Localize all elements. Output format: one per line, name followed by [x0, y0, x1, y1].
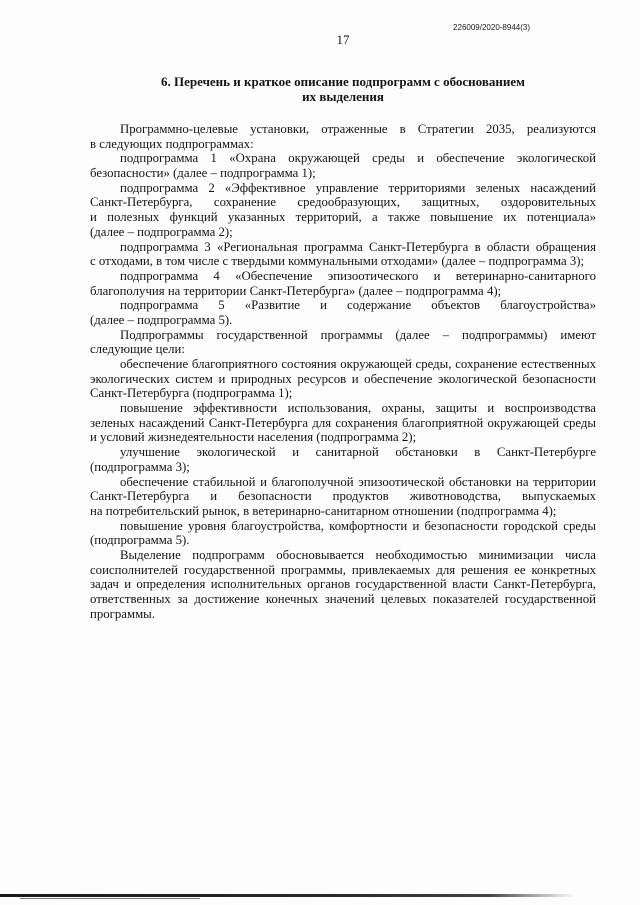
text-line: зеленых насаждений Санкт-Петербурга для сохранения благоприятной окружающей среды	[90, 415, 596, 430]
text-line: и полезных функций указанных территорий, а также повышение их потенциала»	[90, 210, 596, 225]
body-text	[90, 122, 596, 621]
section-heading	[90, 74, 596, 104]
page-number: 17	[336, 32, 350, 47]
paragraph	[90, 475, 596, 519]
paragraph	[90, 269, 596, 298]
text-line: подпрограмма 2 «Эффективное управление территориями зеленых насаждений	[120, 180, 596, 195]
text-line: безопасности» (далее – подпрограмма 1);	[90, 166, 316, 181]
text-line: подпрограмма 3 «Региональная программа Санкт-Петербурга в области обращения	[120, 239, 596, 254]
text-line: Санкт-Петербурга (подпрограмма 1);	[90, 386, 293, 401]
text-line: на потребительский рынок, в ветеринарно-санитарном отношении (подпрограмма 4);	[90, 503, 557, 518]
text-line: и условий жизнедеятельности населения (подпрограмма 2);	[90, 430, 417, 445]
text-line: Подпрограммы государственной программы (далее – подпрограммы) имеют	[120, 327, 596, 342]
text-line: подпрограмма 4 «Обеспечение эпизоотического и ветеринарно-санитарного	[120, 268, 596, 283]
text-line: экологических систем и природных ресурсов и обеспечение экологической безопасности	[90, 371, 596, 386]
text-line: в следующих подпрограммах:	[90, 136, 254, 151]
text-line: (далее – подпрограмма 5).	[90, 312, 233, 327]
paragraph	[90, 151, 596, 180]
text-line: обеспечение стабильной и благополучной эпизоотической обстановки на территории	[120, 474, 596, 489]
text-line: ответственных за достижение конечных значений целевых показателей государственной	[90, 592, 596, 606]
section-heading-line: их выделения	[302, 89, 384, 104]
scan-edge-line	[0, 894, 575, 897]
paragraph	[90, 548, 596, 621]
text-line: Санкт-Петербурга, сохранение средообразующих, защитных, оздоровительных	[90, 195, 596, 210]
paragraph	[90, 519, 596, 548]
text-line: задач и определения исполнительных органов государственной власти Санкт-Петербурга,	[90, 577, 596, 592]
section-heading-line: 6. Перечень и краткое описание подпрограмм с обоснованием	[161, 74, 525, 89]
paragraph	[90, 445, 596, 474]
text-line: Программно-целевые установки, отраженные в Стратегии 2035, реализуются	[120, 122, 596, 136]
document-registration-code: 226009/2020-8944(3)	[453, 23, 530, 32]
text-line: Выделение подпрограмм обосновывается необходимостью минимизации числа	[120, 547, 596, 562]
paragraph	[90, 240, 596, 269]
paragraph	[90, 328, 596, 357]
text-line: с отходами, в том числе с твердыми коммунальными отходами» (далее – подпрограмма 3);	[90, 254, 585, 269]
text-line: повышение эффективности использования, охраны, защиты и воспроизводства	[120, 401, 596, 416]
text-line: повышение уровня благоустройства, комфортности и безопасности городской среды	[120, 518, 596, 533]
paragraph	[90, 357, 596, 401]
paragraph	[90, 181, 596, 240]
text-line: соисполнителей государственной программы, привлекаемых для решения ее конкретных	[90, 562, 596, 577]
paragraph	[90, 298, 596, 327]
text-line: благополучия на территории Санкт-Петербурга» (далее – подпрограмма 4);	[90, 283, 502, 298]
scan-edge-line	[20, 898, 200, 899]
text-line: (далее – подпрограмма 2);	[90, 224, 233, 239]
paragraph	[90, 401, 596, 445]
text-line: улучшение экологической и санитарной обстановки в Санкт-Петербурге	[120, 445, 596, 460]
paragraph	[90, 122, 596, 151]
text-line: (подпрограмма 3);	[90, 459, 190, 474]
text-line: Санкт-Петербурга и безопасности продуктов животноводства, выпускаемых	[90, 489, 596, 504]
text-line: подпрограмма 5 «Развитие и содержание объектов благоустройства»	[120, 298, 596, 313]
text-line: программы.	[90, 606, 155, 621]
text-line: обеспечение благоприятного состояния окружающей среды, сохранение естественных	[120, 357, 596, 371]
text-line: (подпрограмма 5).	[90, 533, 190, 548]
text-line: подпрограмма 1 «Охрана окружающей среды и обеспечение экологической	[120, 151, 596, 166]
text-line: следующие цели:	[90, 342, 185, 357]
